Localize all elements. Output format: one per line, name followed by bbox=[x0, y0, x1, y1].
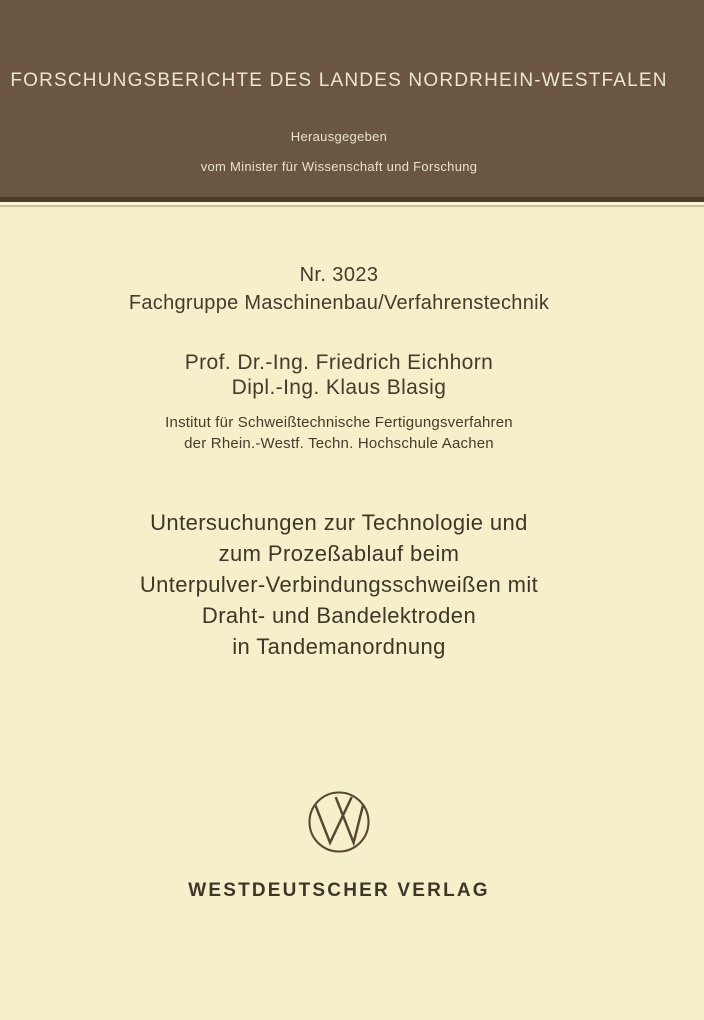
subject-group: Fachgruppe Maschinenbau/Verfahrenstechnik bbox=[128, 292, 550, 314]
institute-block bbox=[165, 412, 513, 454]
book-title-line: Draht- und Bandelektroden bbox=[201, 603, 477, 628]
author-block bbox=[185, 350, 493, 400]
book-title-line: zum Prozeßablauf beim bbox=[218, 541, 460, 566]
published-by-line: vom Minister für Wissenschaft und Forschung bbox=[200, 159, 478, 174]
book-title-line: Untersuchungen zur Technologie und bbox=[150, 510, 528, 535]
book-title bbox=[140, 507, 538, 662]
published-label: Herausgegeben bbox=[290, 129, 388, 144]
author-name: Dipl.-Ing. Klaus Blasig bbox=[231, 376, 447, 399]
book-title-line: Unterpulver-Verbindungsschweißen mit bbox=[139, 572, 539, 597]
report-number: Nr. 3023 bbox=[299, 264, 379, 286]
institute-line: der Rhein.-Westf. Techn. Hochschule Aachen bbox=[184, 435, 494, 452]
publisher-name: WESTDEUTSCHER VERLAG bbox=[188, 880, 490, 901]
book-title-line: in Tandemanordnung bbox=[232, 634, 446, 659]
institute-line: Institut für Schweißtechnische Fertigungsverfahren bbox=[165, 414, 513, 431]
series-banner-title: FORSCHUNGSBERICHTE DES LANDES NORDRHEIN-WESTFALEN bbox=[10, 70, 668, 91]
author-name: Prof. Dr.-Ing. Friedrich Eichhorn bbox=[184, 351, 494, 374]
series-banner bbox=[0, 0, 704, 197]
publisher-logo bbox=[306, 789, 372, 855]
cover-content bbox=[0, 207, 704, 1020]
wv-circle-monogram-icon bbox=[306, 789, 372, 855]
